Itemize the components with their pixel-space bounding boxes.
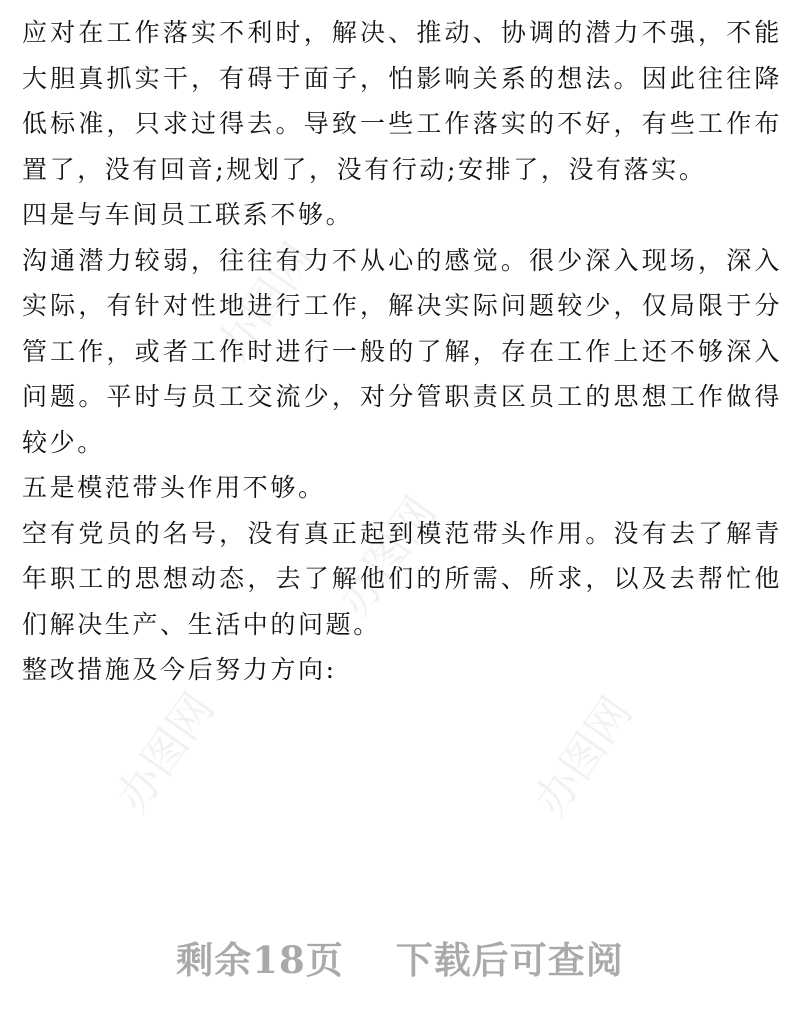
download-prompt-label[interactable]: 下载后可查阅 (395, 938, 624, 982)
watermark: 办图网 (329, 488, 446, 625)
remaining-pages-label: 剩余18页 (176, 938, 344, 982)
paragraph: 空有党员的名号，没有真正起到模范带头作用。没有去了解青年职工的思想动态，去了解他们的所需、所求，以及去帮忙他们解决生产、生活中的问题。 (22, 518, 782, 639)
paragraph: 沟通潜力较弱，往往有力不从心的感觉。很少深入现场，深入实际，有针对性地进行工作，解决实际问题较少，仅局限于分管工作，或者工作时进行一般的了解，存在工作上还不够深入问题。平时与员工交流少，对分管职责区员工的思想工作做得较少。 (22, 245, 782, 457)
section-heading: 五是模范带头作用不够。 (22, 473, 326, 502)
watermark: 办图网 (107, 684, 224, 821)
watermark: 办图网 (207, 234, 324, 371)
section-heading: 整改措施及今后努力方向: (22, 655, 337, 684)
paragraph: 应对在工作落实不利时，解决、推动、协调的潜力不强，不能大胆真抓实干，有碍于面子，怕影响关系的想法。因此往往降低标准，只求过得去。导致一些工作落实的不好，有些工作布置了，没有回音;规划了，没有行动;安排了，没有落实。 (22, 18, 782, 184)
section-heading: 四是与车间员工联系不够。 (22, 200, 354, 229)
watermark: 办图网 (525, 688, 642, 825)
document-body (22, 10, 782, 693)
download-banner[interactable] (0, 930, 800, 984)
